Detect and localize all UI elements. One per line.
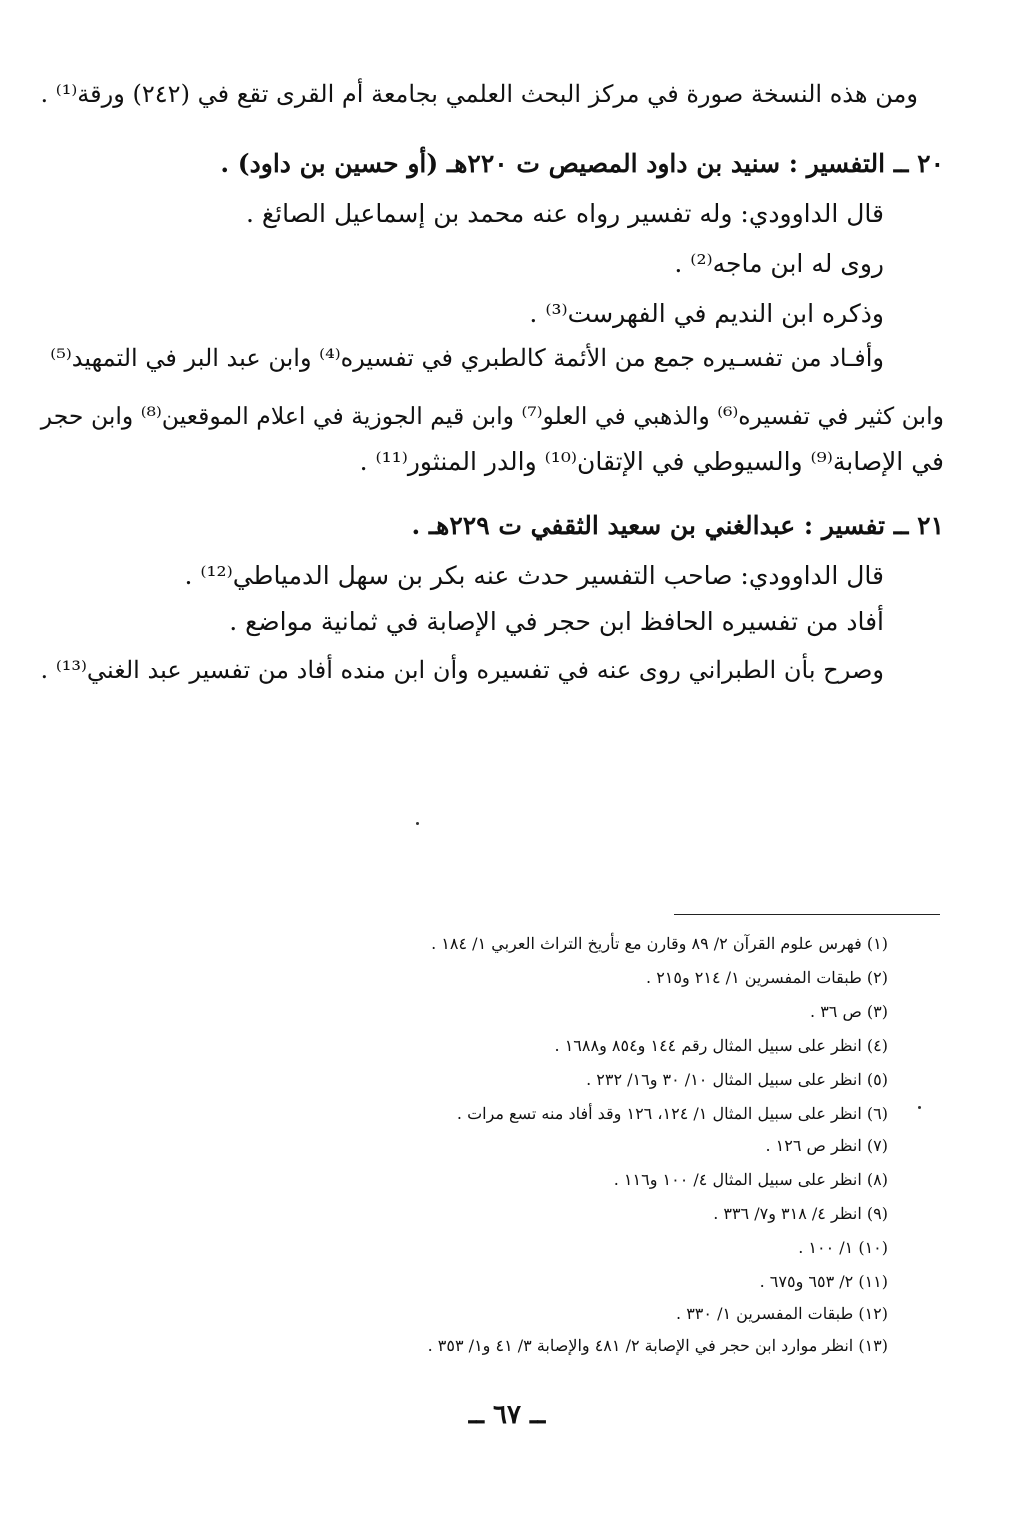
- body-line-11: أفاد من تفسيره الحافظ ابن حجر في الإصابة في ثمانية مواضع .: [229, 607, 884, 636]
- body-line-12: وصرح بأن الطبراني روى عنه في تفسيره وأن ابن منده أفاد من تفسير عبد الغني⁽¹³⁾ .: [40, 656, 884, 684]
- footnote-12: (١٢) طبقات المفسرين ١/ ٣٣٠ .: [676, 1304, 888, 1323]
- footnote-7: (٧) انظر ص ١٢٦ .: [765, 1136, 888, 1155]
- footnote-13: (١٣) انظر موارد ابن حجر في الإصابة ٢/ ٤٨١ والإصابة ٣/ ٤١ و١/ ٣٥٣ .: [427, 1336, 888, 1355]
- body-line-3: قال الداوودي: وله تفسير رواه عنه محمد بن إسماعيل الصائغ .: [245, 199, 884, 228]
- footnote-10: (١٠) ١/ ١٠٠ .: [798, 1238, 888, 1257]
- body-line-6: وأفـاد من تفسـيره جمع من الأئمة كالطبري في تفسيره⁽⁴⁾ وابن عبد البر في التمهيد⁽⁵⁾: [50, 344, 884, 372]
- footnote-9: (٩) انظر ٤/ ٣١٨ و٧/ ٣٣٦ .: [713, 1204, 888, 1223]
- footnote-3: (٣) ص ٣٦ .: [810, 1002, 888, 1021]
- footnote-1: (١) فهرس علوم القرآن ٢/ ٨٩ وقارن مع تأريخ التراث العربي ١/ ١٨٤ .: [431, 934, 888, 953]
- body-line-10: قال الداوودي: صاحب التفسير حدث عنه بكر بن سهل الدمياطي⁽¹²⁾ .: [184, 561, 884, 590]
- body-line-1: ومن هذه النسخة صورة في مركز البحث العلمي بجامعة أم القرى تقع في (٢٤٢) ورقة⁽¹⁾ .: [40, 80, 918, 108]
- footnote-4: (٤) انظر على سبيل المثال رقم ١٤٤ و٨٥٤ و١٦٨٨ .: [554, 1036, 888, 1055]
- footnote-separator: [674, 914, 940, 915]
- footnote-2: (٢) طبقات المفسرين ١/ ٢١٤ و٢١٥ .: [646, 968, 888, 987]
- page-number: ــ ٦٧ ــ: [468, 1400, 546, 1430]
- footnote-8: (٨) انظر على سبيل المثال ٤/ ١٠٠ و١١٦ .: [613, 1170, 888, 1189]
- body-line-8: في الإصابة⁽⁹⁾ والسيوطي في الإتقان⁽¹⁰⁾ والدر المنثور⁽¹¹⁾ .: [359, 447, 944, 476]
- footnote-5: (٥) انظر على سبيل المثال ١٠/ ٣٠ و١٦/ ٢٣٢ .: [586, 1070, 888, 1089]
- body-line-4: روى له ابن ماجه⁽²⁾ .: [674, 249, 884, 278]
- body-line-7: وابن كثير في تفسيره⁽⁶⁾ والذهبي في العلو⁽⁷⁾ وابن قيم الجوزية في اعلام الموقعين⁽⁸⁾ وابن حجر: [40, 402, 944, 430]
- speck-2: [918, 1106, 921, 1109]
- entry-heading-20: ٢٠ ــ التفسير : سنيد بن داود المصيص ت ٢٢٠هـ (أو حسين بن داود) .: [220, 149, 944, 178]
- footnote-6: (٦) انظر على سبيل المثال ١/ ١٢٤، ١٢٦ وقد أفاد منه تسع مرات .: [456, 1104, 888, 1123]
- speck-1: [416, 822, 419, 825]
- body-line-5: وذكره ابن النديم في الفهرست⁽³⁾ .: [529, 299, 884, 328]
- entry-heading-21: ٢١ ــ تفسير : عبدالغني بن سعيد الثقفي ت ٢٢٩هـ .: [411, 511, 944, 540]
- footnote-11: (١١) ٢/ ٦٥٣ و٦٧٥ .: [759, 1272, 888, 1291]
